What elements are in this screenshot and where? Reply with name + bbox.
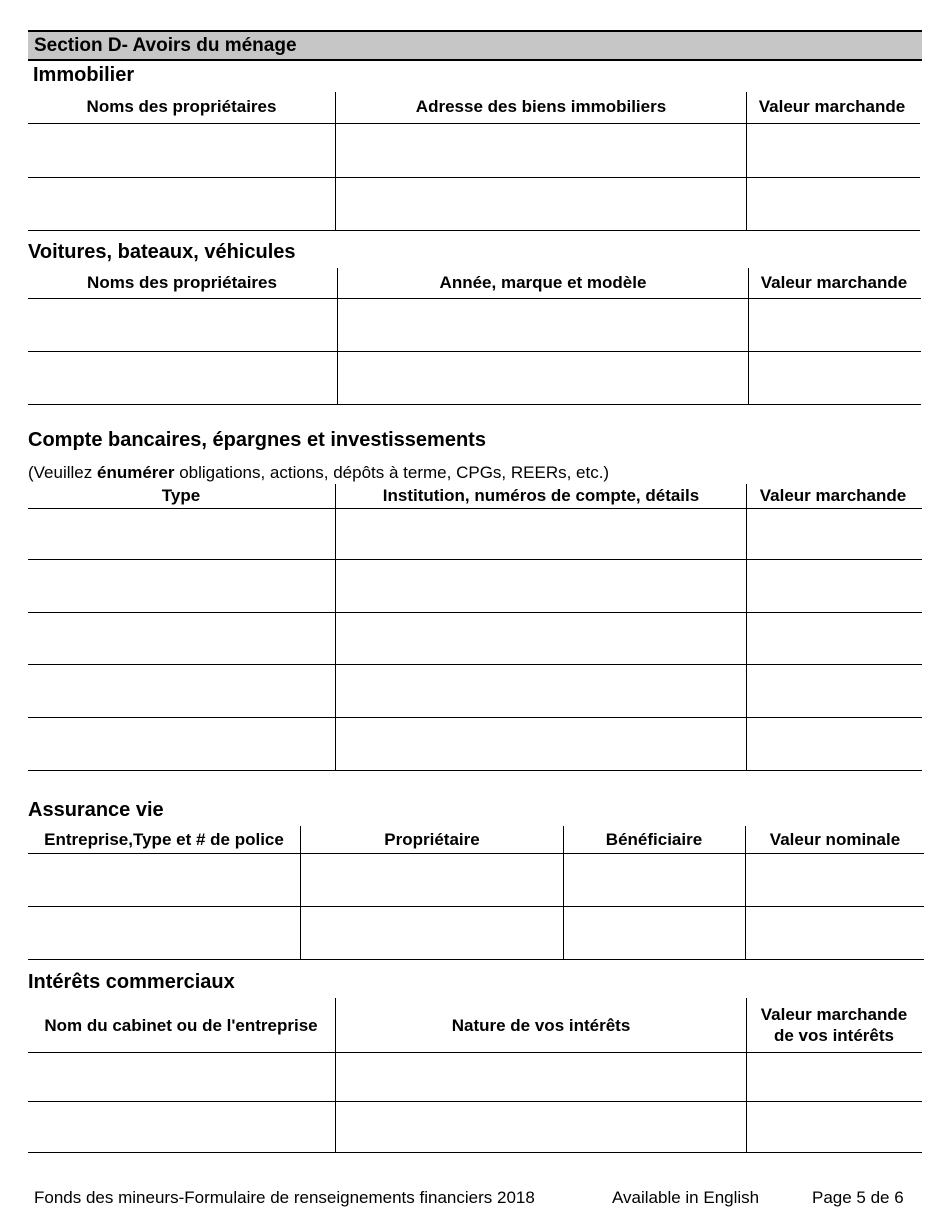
- business-heading: Intérêts commerciaux: [28, 971, 235, 993]
- insurance-value-input-1[interactable]: [746, 854, 924, 906]
- account-details-input-4[interactable]: [336, 665, 746, 717]
- real-estate-owner-input-1[interactable]: [28, 124, 335, 177]
- col-nature-of-interests: Nature de vos intérêts: [451, 1016, 631, 1035]
- insurance-beneficiary-input-2[interactable]: [564, 907, 745, 959]
- insurance-owner-input-1[interactable]: [301, 854, 563, 906]
- real-estate-value-input-2[interactable]: [747, 178, 920, 230]
- insurance-policy-input-2[interactable]: [28, 907, 300, 959]
- business-value-input-2[interactable]: [747, 1102, 922, 1152]
- col-firm-name: Nom du cabinet ou de l'entreprise: [44, 1016, 318, 1035]
- business-nature-input-2[interactable]: [336, 1102, 746, 1152]
- account-type-input-2[interactable]: [28, 560, 335, 612]
- col-year-make-model: Année, marque et modèle: [439, 273, 647, 292]
- col-market-value: Valeur marchande: [758, 97, 906, 116]
- col-face-value: Valeur nominale: [769, 830, 901, 849]
- business-name-input-1[interactable]: [28, 1053, 335, 1101]
- insurance-value-input-2[interactable]: [746, 907, 924, 959]
- vehicle-owner-input-1[interactable]: [28, 299, 337, 351]
- footer-page-number: Page 5 de 6: [812, 1188, 904, 1207]
- insurance-heading: Assurance vie: [28, 799, 164, 821]
- accounts-note: (Veuillez énumérer obligations, actions, dépôts à terme, CPGs, REERs, etc.): [28, 463, 610, 482]
- vehicle-model-input-1[interactable]: [338, 299, 748, 351]
- col-institution: Institution, numéros de compte, détails: [382, 486, 700, 505]
- business-name-input-2[interactable]: [28, 1102, 335, 1152]
- account-type-input-3[interactable]: [28, 613, 335, 664]
- real-estate-owner-input-2[interactable]: [28, 178, 335, 230]
- real-estate-address-input-2[interactable]: [336, 178, 746, 230]
- account-value-input-1[interactable]: [747, 509, 922, 559]
- real-estate-value-input-1[interactable]: [747, 124, 920, 177]
- account-details-input-2[interactable]: [336, 560, 746, 612]
- accounts-heading: Compte bancaires, épargnes et investissements: [28, 429, 486, 451]
- col-market-value: Valeur marchande: [760, 1005, 908, 1024]
- account-details-input-1[interactable]: [336, 509, 746, 559]
- vehicle-model-input-2[interactable]: [338, 352, 748, 404]
- account-type-input-5[interactable]: [28, 718, 335, 770]
- account-value-input-2[interactable]: [747, 560, 922, 612]
- section-title: Section D- Avoirs du ménage: [34, 35, 297, 56]
- insurance-policy-input-1[interactable]: [28, 854, 300, 906]
- account-details-input-5[interactable]: [336, 718, 746, 770]
- account-details-input-3[interactable]: [336, 613, 746, 664]
- real-estate-heading: Immobilier: [33, 64, 135, 86]
- col-market-value: Valeur marchande: [759, 486, 907, 505]
- col-beneficiary: Bénéficiaire: [605, 830, 703, 849]
- vehicle-value-input-2[interactable]: [749, 352, 921, 404]
- col-owner-names: Noms des propriétaires: [87, 273, 277, 292]
- section-title-bar: [28, 30, 922, 61]
- account-value-input-5[interactable]: [747, 718, 922, 770]
- business-value-input-1[interactable]: [747, 1053, 922, 1101]
- insurance-owner-input-2[interactable]: [301, 907, 563, 959]
- col-market-value: Valeur marchande: [760, 273, 908, 292]
- footer-language: Available in English: [612, 1188, 760, 1207]
- business-nature-input-1[interactable]: [336, 1053, 746, 1101]
- account-value-input-3[interactable]: [747, 613, 922, 664]
- footer-form-name: Fonds des mineurs-Formulaire de renseignements financiers 2018: [34, 1188, 535, 1207]
- account-type-input-4[interactable]: [28, 665, 335, 717]
- vehicle-owner-input-2[interactable]: [28, 352, 337, 404]
- col-type: Type: [161, 486, 201, 505]
- vehicles-heading: Voitures, bateaux, véhicules: [28, 241, 296, 263]
- col-owner: Propriétaire: [384, 830, 480, 849]
- col-owner-names: Noms des propriétaires: [86, 97, 277, 116]
- insurance-beneficiary-input-1[interactable]: [564, 854, 745, 906]
- col-company-policy: Entreprise,Type et # de police: [44, 830, 284, 849]
- col-market-value-line2: de vos intérêts: [774, 1026, 894, 1045]
- real-estate-address-input-1[interactable]: [336, 124, 746, 177]
- account-value-input-4[interactable]: [747, 665, 922, 717]
- vehicle-value-input-1[interactable]: [749, 299, 921, 351]
- account-type-input-1[interactable]: [28, 509, 335, 559]
- col-property-address: Adresse des biens immobiliers: [415, 97, 667, 116]
